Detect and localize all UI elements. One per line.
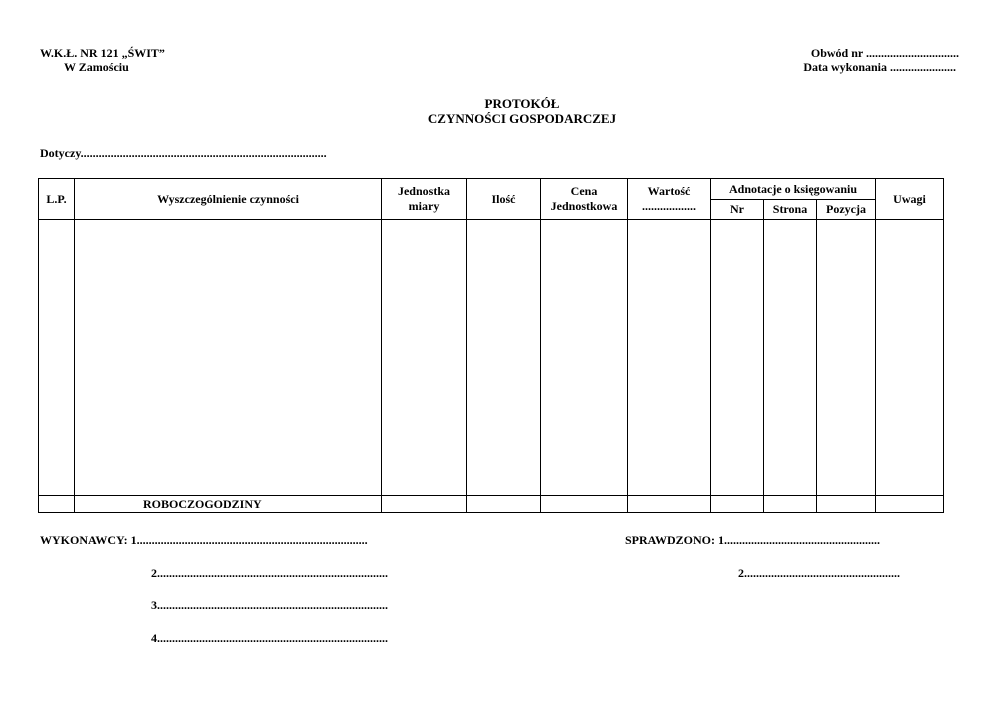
header-unit-line2: miary (408, 199, 440, 213)
cell-nr[interactable] (711, 220, 764, 496)
document-subtitle: CZYNNOŚCI GOSPODARCZEJ (427, 111, 617, 126)
concerns-field[interactable]: Dotyczy.................................................................................. (40, 146, 327, 160)
document-title: PROTOKÓŁ (484, 96, 560, 111)
header-nr: Nr (711, 200, 764, 220)
header-price-line1: Cena (570, 184, 598, 198)
cell-value[interactable] (628, 220, 711, 496)
header-description: Wyszczególnienie czynności (75, 179, 382, 220)
cell-quantity-footer[interactable] (467, 496, 541, 513)
header-value-line1: Wartość (647, 184, 691, 198)
labor-hours-row (39, 496, 944, 513)
header-page: Strona (764, 200, 817, 220)
cell-unit-price[interactable] (541, 220, 628, 496)
checked-by-1-field[interactable]: SPRAWDZONO: 1.................................................... (625, 533, 881, 547)
cell-position[interactable] (817, 220, 876, 496)
activities-table (38, 178, 944, 513)
header-value-line2: .................. (642, 199, 696, 213)
circuit-number-field[interactable]: Obwód nr ............................... (810, 46, 959, 60)
cell-position-footer[interactable] (817, 496, 876, 513)
cell-lp-footer[interactable] (39, 496, 75, 513)
header-price-line2: Jednostkowa (550, 199, 618, 213)
cell-page[interactable] (764, 220, 817, 496)
header-unit-line1: Jednostka (397, 184, 450, 198)
performer-3-field[interactable]: 3............................................................................. (151, 598, 388, 612)
table-row (39, 220, 944, 496)
header-value (628, 179, 711, 220)
cell-nr-footer[interactable] (711, 496, 764, 513)
performer-1-field[interactable]: WYKONAWCY: 1............................................................................. (40, 533, 368, 547)
header-quantity: Ilość (467, 179, 541, 220)
cell-lp[interactable] (39, 220, 75, 496)
cell-page-footer[interactable] (764, 496, 817, 513)
labor-hours-label: ROBOCZOGODZINY (75, 496, 382, 513)
cell-quantity[interactable] (467, 220, 541, 496)
header-lp: L.P. (39, 179, 75, 220)
cell-unit-footer[interactable] (382, 496, 467, 513)
performer-4-field[interactable]: 4............................................................................. (151, 631, 388, 645)
header-unit (382, 179, 467, 220)
execution-date-field[interactable]: Data wykonania ...................... (803, 60, 956, 74)
cell-price-footer[interactable] (541, 496, 628, 513)
checked-by-2-field[interactable]: 2.................................................... (738, 566, 900, 580)
header-accounting-annotations: Adnotacje o księgowaniu (711, 179, 876, 200)
organization-location: W Zamościu (64, 60, 129, 74)
performer-2-field[interactable]: 2............................................................................. (151, 566, 388, 580)
cell-value-footer[interactable] (628, 496, 711, 513)
cell-remarks-footer[interactable] (876, 496, 944, 513)
cell-description[interactable] (75, 220, 382, 496)
header-remarks: Uwagi (876, 179, 944, 220)
cell-remarks[interactable] (876, 220, 944, 496)
organization-name: W.K.Ł. NR 121 „ŚWIT” (40, 46, 165, 60)
header-unit-price (541, 179, 628, 220)
cell-unit[interactable] (382, 220, 467, 496)
header-position: Pozycja (817, 200, 876, 220)
